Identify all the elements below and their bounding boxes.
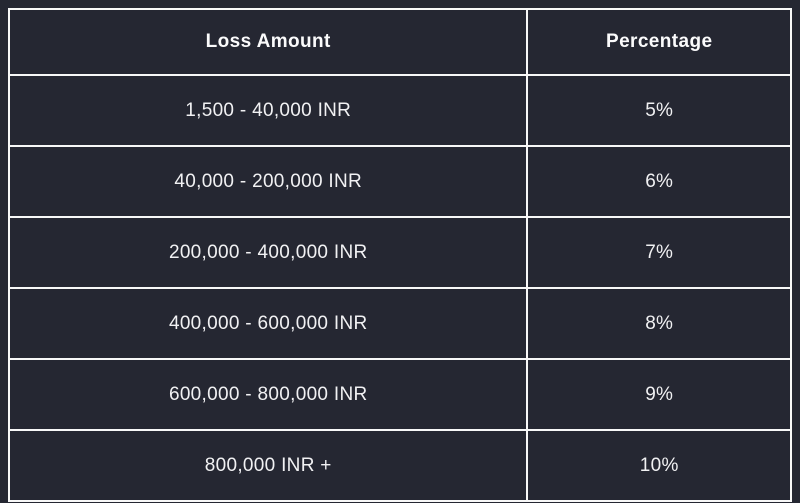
table-row	[9, 217, 791, 288]
percentage-cell: 9%	[527, 359, 791, 430]
percentage-cell: 8%	[527, 288, 791, 359]
loss-amount-cell: 40,000 - 200,000 INR	[9, 146, 527, 217]
table-row	[9, 146, 791, 217]
table-row	[9, 430, 791, 501]
percentage-cell: 7%	[527, 217, 791, 288]
loss-percentage-table	[8, 8, 792, 502]
table-row	[9, 288, 791, 359]
loss-amount-cell: 1,500 - 40,000 INR	[9, 75, 527, 146]
loss-amount-cell: 600,000 - 800,000 INR	[9, 359, 527, 430]
loss-amount-cell: 800,000 INR +	[9, 430, 527, 501]
table-header-row	[9, 9, 791, 75]
column-header-percentage: Percentage	[527, 9, 791, 75]
loss-amount-cell: 400,000 - 600,000 INR	[9, 288, 527, 359]
percentage-cell: 10%	[527, 430, 791, 501]
table-row	[9, 359, 791, 430]
table-row	[9, 75, 791, 146]
percentage-cell: 6%	[527, 146, 791, 217]
column-header-loss-amount: Loss Amount	[9, 9, 527, 75]
loss-amount-cell: 200,000 - 400,000 INR	[9, 217, 527, 288]
percentage-cell: 5%	[527, 75, 791, 146]
